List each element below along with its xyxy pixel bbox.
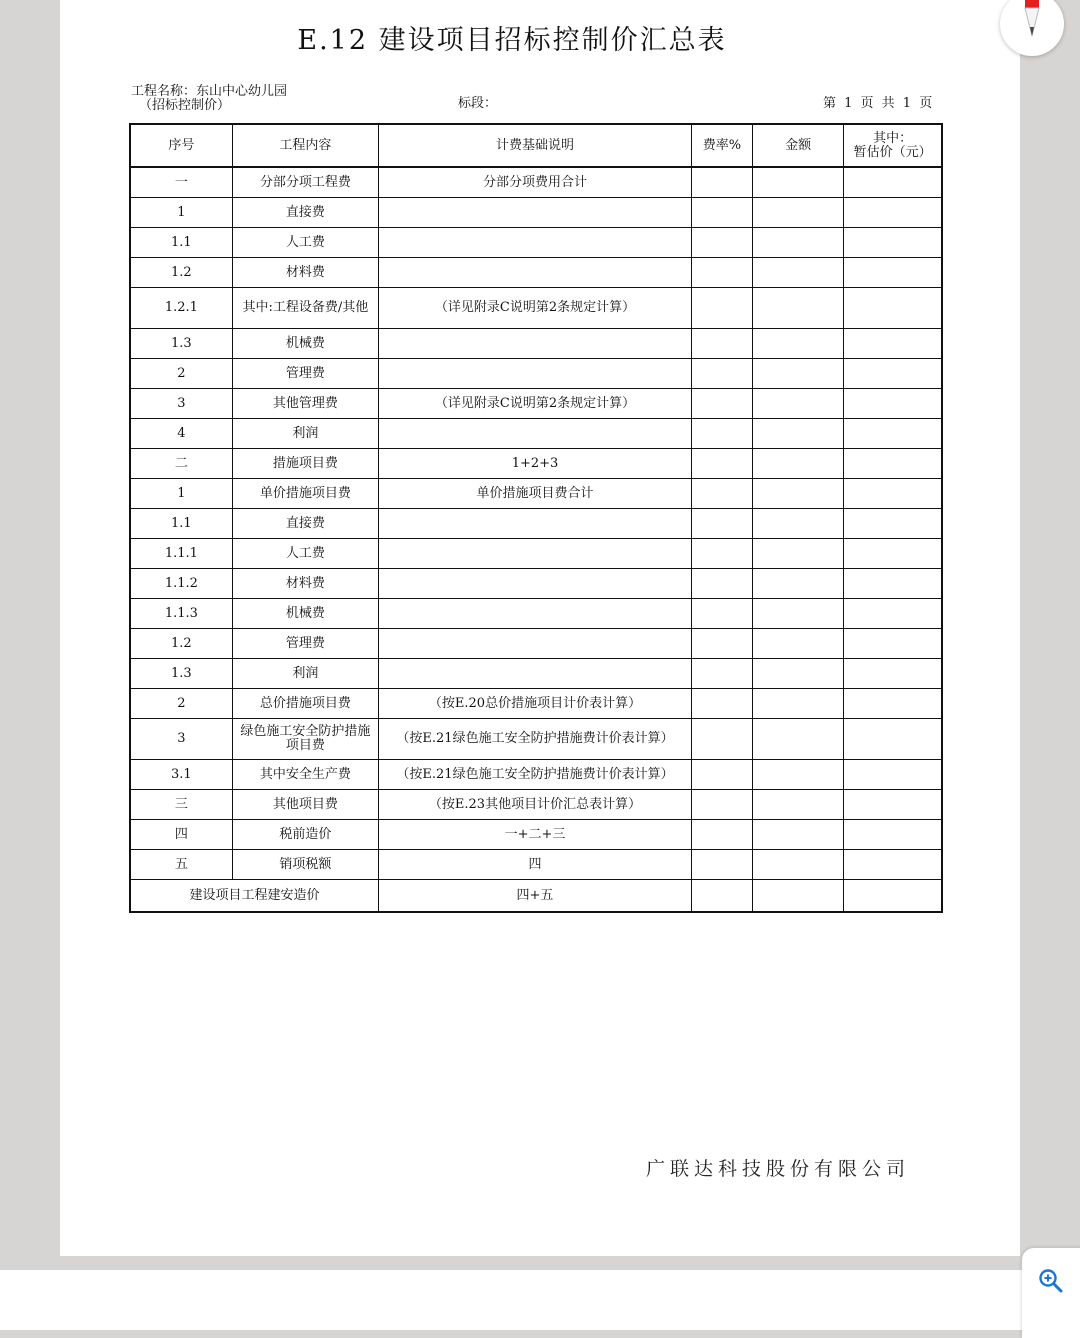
cell-rate: [691, 659, 752, 689]
cell-amount: [753, 790, 844, 820]
cell-seq: 1.1.3: [130, 599, 232, 629]
cell-seq: 1.2: [130, 629, 232, 659]
cell-provisional: [844, 569, 942, 599]
cell-provisional: [844, 329, 942, 359]
company-name: 广联达科技股份有限公司: [646, 1158, 911, 1180]
table-row: [130, 449, 942, 479]
cell-seq: 1.1.1: [130, 539, 232, 569]
cell-amount: [753, 449, 844, 479]
table-row: [130, 479, 942, 509]
table-row: [130, 509, 942, 539]
cell-provisional: [844, 659, 942, 689]
cell-basis: [379, 659, 692, 689]
table-row: [130, 689, 942, 719]
cell-rate: [691, 419, 752, 449]
header-seq: 序号: [130, 124, 232, 167]
cell-seq: 1.1: [130, 509, 232, 539]
cell-seq: 1.2.1: [130, 288, 232, 329]
cell-seq: 二: [130, 449, 232, 479]
cell-rate: [691, 389, 752, 419]
table-row: [130, 760, 942, 790]
cell-content: 机械费: [232, 599, 378, 629]
cell-basis: [379, 419, 692, 449]
cell-amount: [753, 850, 844, 880]
cell-content: 总价措施项目费: [232, 689, 378, 719]
cell-provisional: [844, 228, 942, 258]
cell-amount: [753, 689, 844, 719]
table-row: [130, 599, 942, 629]
table-header-row: [130, 124, 942, 167]
header-basis: 计费基础说明: [379, 124, 692, 167]
cell-content: 材料费: [232, 258, 378, 288]
cell-basis: （按E.21绿色施工安全防护措施费计价表计算）: [379, 719, 692, 760]
cell-basis: （详见附录C说明第2条规定计算）: [379, 389, 692, 419]
table-row: [130, 359, 942, 389]
cell-seq: 四: [130, 820, 232, 850]
cell-content: 其他管理费: [232, 389, 378, 419]
cell-provisional: [844, 599, 942, 629]
cell-provisional: [844, 449, 942, 479]
cell-provisional: [844, 389, 942, 419]
cell-rate: [691, 719, 752, 760]
cell-content: 机械费: [232, 329, 378, 359]
cell-seq: 4: [130, 419, 232, 449]
cell-provisional: [844, 258, 942, 288]
cell-rate: [691, 167, 752, 198]
cell-seq: 1.1: [130, 228, 232, 258]
cell-seq: 1.3: [130, 659, 232, 689]
table-row: [130, 790, 942, 820]
project-name: 工程名称：东山中心幼儿园: [131, 84, 288, 99]
cell-basis: （详见附录C说明第2条规定计算）: [379, 288, 692, 329]
cell-basis: [379, 569, 692, 599]
cell-provisional: [844, 629, 942, 659]
cell-content: 销项税额: [232, 850, 378, 880]
cell-seq: 3: [130, 389, 232, 419]
cell-content: 其中安全生产费: [232, 760, 378, 790]
cell-amount: [753, 228, 844, 258]
cell-rate: [691, 850, 752, 880]
cell-seq: 2: [130, 359, 232, 389]
cell-basis: 单价措施项目费合计: [379, 479, 692, 509]
cell-rate: [691, 689, 752, 719]
cell-amount: [753, 419, 844, 449]
table-row: [130, 629, 942, 659]
cell-amount: [753, 599, 844, 629]
cell-provisional: [844, 167, 942, 198]
cell-rate: [691, 509, 752, 539]
cell-amount: [753, 258, 844, 288]
cell-amount: [753, 719, 844, 760]
table-row: [130, 389, 942, 419]
cell-provisional: [844, 760, 942, 790]
cell-provisional: [844, 359, 942, 389]
table-row: [130, 850, 942, 880]
cell-content: 材料费: [232, 569, 378, 599]
cell-seq: 2: [130, 689, 232, 719]
cell-provisional: [844, 198, 942, 228]
cell-content: 人工费: [232, 228, 378, 258]
cell-basis: [379, 228, 692, 258]
cell-content: 单价措施项目费: [232, 479, 378, 509]
table-row: [130, 719, 942, 760]
cell-provisional: [844, 689, 942, 719]
project-info: [131, 85, 287, 113]
cell-seq: 3.1: [130, 760, 232, 790]
table-row: [130, 820, 942, 850]
table-row: [130, 167, 942, 198]
cell-amount: [753, 167, 844, 198]
cell-amount: [753, 359, 844, 389]
cell-content: 直接费: [232, 198, 378, 228]
page-info: 第 1 页 共 1 页: [823, 96, 933, 111]
cell-basis: [379, 539, 692, 569]
cell-rate: [691, 629, 752, 659]
cell-amount: [753, 629, 844, 659]
cell-basis: [379, 359, 692, 389]
cell-rate: [691, 449, 752, 479]
cell-basis: （按E.20总价措施项目计价表计算）: [379, 689, 692, 719]
cell-provisional: [844, 419, 942, 449]
cell-provisional: [844, 820, 942, 850]
cell-amount: [753, 479, 844, 509]
table-row: [130, 288, 942, 329]
header-provisional-line2: 暂估价（元）: [853, 144, 932, 160]
cell-amount: [753, 880, 844, 913]
zoom-button[interactable]: [1022, 1248, 1080, 1338]
cell-amount: [753, 820, 844, 850]
cell-amount: [753, 539, 844, 569]
cell-seq: 1.2: [130, 258, 232, 288]
table-row: [130, 569, 942, 599]
cell-basis: 1+2+3: [379, 449, 692, 479]
cell-seq: 1: [130, 479, 232, 509]
header-provisional-line1: 其中：: [873, 130, 913, 146]
cell-seq: 1.1.2: [130, 569, 232, 599]
table-row: [130, 419, 942, 449]
cell-seq: 五: [130, 850, 232, 880]
cell-content: 管理费: [232, 629, 378, 659]
cell-seq: 1: [130, 198, 232, 228]
cell-total-basis: 四+五: [379, 880, 692, 913]
cell-content: 措施项目费: [232, 449, 378, 479]
cell-content: 利润: [232, 659, 378, 689]
cell-rate: [691, 329, 752, 359]
cell-amount: [753, 288, 844, 329]
header-rate: 费率%: [691, 124, 752, 167]
cell-rate: [691, 258, 752, 288]
cell-content: 利润: [232, 419, 378, 449]
cell-rate: [691, 880, 752, 913]
cell-amount: [753, 659, 844, 689]
cell-basis: （按E.23其他项目计价汇总表计算）: [379, 790, 692, 820]
table-row: [130, 539, 942, 569]
cell-rate: [691, 288, 752, 329]
cell-provisional: [844, 880, 942, 913]
cell-content: 人工费: [232, 539, 378, 569]
cell-basis: 四: [379, 850, 692, 880]
table-row: [130, 228, 942, 258]
table-total-row: [130, 880, 942, 913]
cell-provisional: [844, 719, 942, 760]
table-row: [130, 659, 942, 689]
cell-rate: [691, 198, 752, 228]
cell-content: 其他项目费: [232, 790, 378, 820]
cell-rate: [691, 228, 752, 258]
section-label: 标段：: [458, 96, 498, 111]
cell-seq: 三: [130, 790, 232, 820]
cell-amount: [753, 389, 844, 419]
cell-rate: [691, 599, 752, 629]
table-row: [130, 329, 942, 359]
cell-provisional: [844, 790, 942, 820]
header-content: 工程内容: [232, 124, 378, 167]
cell-rate: [691, 569, 752, 599]
cell-rate: [691, 359, 752, 389]
cell-basis: （按E.21绿色施工安全防护措施费计价表计算）: [379, 760, 692, 790]
cell-rate: [691, 539, 752, 569]
cell-amount: [753, 329, 844, 359]
cell-provisional: [844, 509, 942, 539]
cell-seq: 3: [130, 719, 232, 760]
cell-content: 分部分项工程费: [232, 167, 378, 198]
cell-basis: [379, 509, 692, 539]
table-row: [130, 258, 942, 288]
summary-table: [129, 123, 943, 913]
cell-rate: [691, 479, 752, 509]
cell-basis: [379, 258, 692, 288]
bottom-bar: [0, 1270, 1080, 1330]
pen-icon: [1020, 0, 1044, 42]
header-amount: 金额: [753, 124, 844, 167]
cell-basis: [379, 329, 692, 359]
cell-rate: [691, 790, 752, 820]
project-sub: （招标控制价）: [139, 98, 231, 113]
cell-seq: 一: [130, 167, 232, 198]
cell-provisional: [844, 288, 942, 329]
cell-provisional: [844, 479, 942, 509]
cell-amount: [753, 569, 844, 599]
cell-content: 管理费: [232, 359, 378, 389]
cell-provisional: [844, 850, 942, 880]
cell-amount: [753, 760, 844, 790]
cell-total-label: 建设项目工程建安造价: [130, 880, 379, 913]
cell-basis: [379, 599, 692, 629]
cell-content: 绿色施工安全防护措施项目费: [232, 719, 378, 760]
cell-provisional: [844, 539, 942, 569]
cell-amount: [753, 198, 844, 228]
cell-basis: [379, 629, 692, 659]
cell-content: 税前造价: [232, 820, 378, 850]
cell-amount: [753, 509, 844, 539]
page-title: E.12 建设项目招标控制价汇总表: [297, 25, 727, 56]
zoom-in-icon: [1038, 1268, 1064, 1294]
cell-basis: 一+二+三: [379, 820, 692, 850]
table-row: [130, 198, 942, 228]
cell-content: 其中:工程设备费/其他: [232, 288, 378, 329]
cell-content: 直接费: [232, 509, 378, 539]
cell-seq: 1.3: [130, 329, 232, 359]
cell-rate: [691, 760, 752, 790]
header-provisional: [844, 124, 942, 167]
pen-button[interactable]: [1000, 0, 1064, 56]
cell-basis: 分部分项费用合计: [379, 167, 692, 198]
cell-basis: [379, 198, 692, 228]
cell-rate: [691, 820, 752, 850]
